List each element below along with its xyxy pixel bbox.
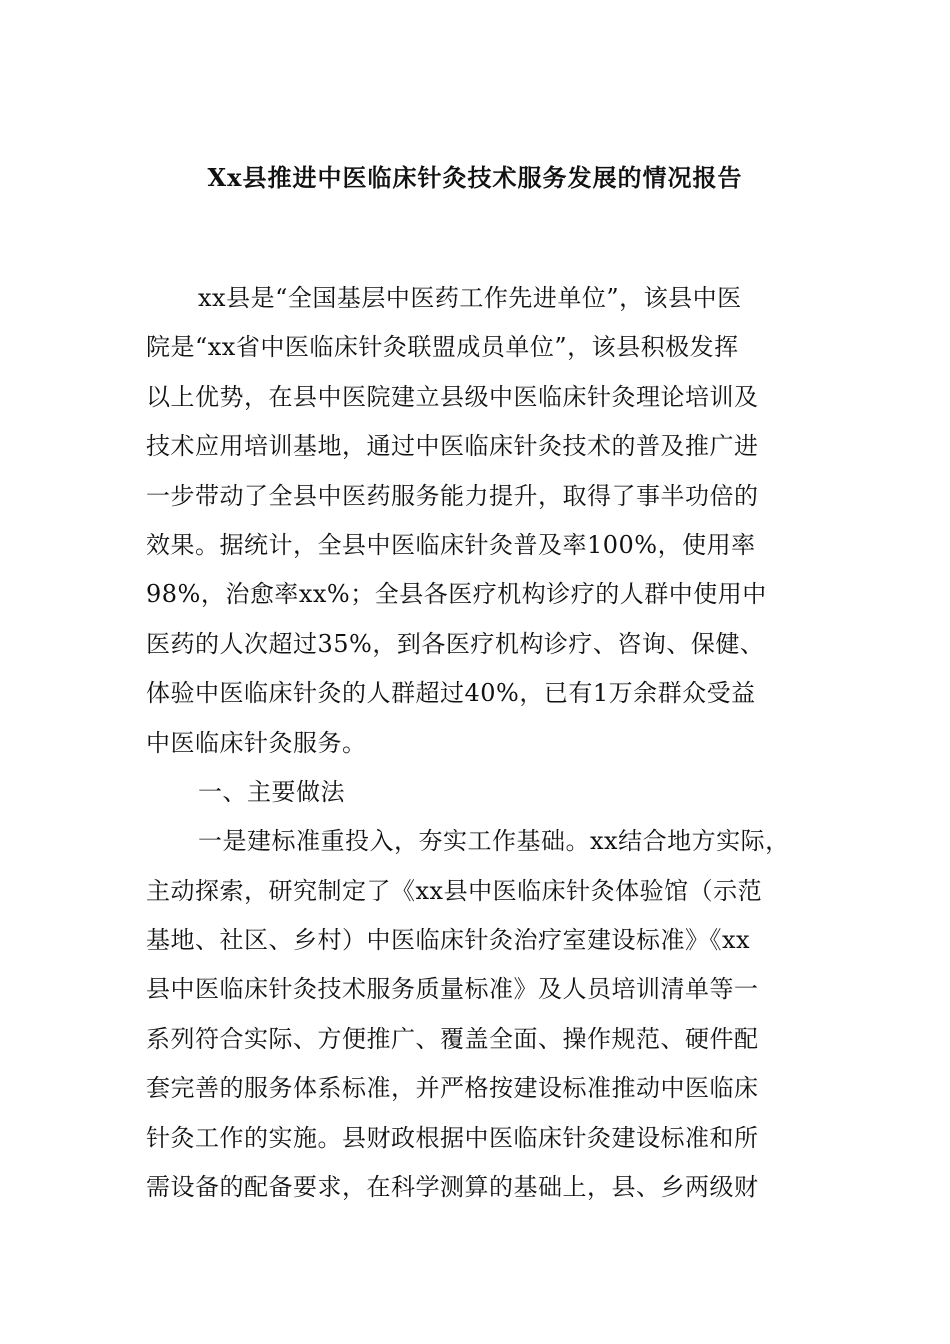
paragraph-line: 一步带动了全县中医药服务能力提升，取得了事半功倍的 — [146, 481, 759, 510]
document-title: Xx县推进中医临床针灸技术服务发展的情况报告 — [207, 163, 743, 192]
paragraph-line: 主动探索，研究制定了《xx县中医临床针灸体验馆（示范 — [146, 876, 763, 905]
paragraph-line: 中医临床针灸服务。 — [146, 728, 367, 757]
paragraph-line: xx县是“全国基层中医药工作先进单位”，该县中医 — [198, 284, 742, 312]
paragraph-line: 技术应用培训基地，通过中医临床针灸技术的普及推广进 — [146, 432, 759, 461]
paragraph-line: 98%，治愈率xx%；全县各医疗机构诊疗的人群中使用中 — [146, 580, 767, 609]
paragraph-line: 效果。据统计，全县中医临床针灸普及率100%，使用率 — [146, 530, 756, 559]
paragraph-line: 县中医临床针灸技术服务质量标准》及人员培训清单等一 — [146, 975, 759, 1004]
paragraph-line: 基地、社区、乡村）中医临床针灸治疗室建设标准》《xx — [146, 926, 751, 955]
paragraph-line: 针灸工作的实施。县财政根据中医临床针灸建设标准和所 — [146, 1123, 759, 1152]
paragraph-line: 一是建标准重投入，夯实工作基础。xx结合地方实际， — [198, 827, 790, 856]
paragraph-line: 体验中医临床针灸的人群超过40%，已有1万余群众受益 — [146, 679, 756, 708]
paragraph-line: 系列符合实际、方便推广、覆盖全面、操作规范、硬件配 — [146, 1024, 759, 1053]
paragraph-line: 院是“xx省中医临床针灸联盟成员单位”，该县积极发挥 — [146, 333, 739, 362]
paragraph-line: 套完善的服务体系标准，并严格按建设标准推动中医临床 — [146, 1074, 759, 1103]
section-heading: 一、主要做法 — [198, 777, 345, 806]
paragraph-line: 以上优势，在县中医院建立县级中医临床针灸理论培训及 — [146, 382, 759, 411]
paragraph-line: 需设备的配备要求，在科学测算的基础上，县、乡两级财 — [146, 1173, 759, 1202]
paragraph-line: 医药的人次超过35%，到各医疗机构诊疗、咨询、保健、 — [146, 629, 765, 658]
document-body — [146, 274, 810, 1212]
